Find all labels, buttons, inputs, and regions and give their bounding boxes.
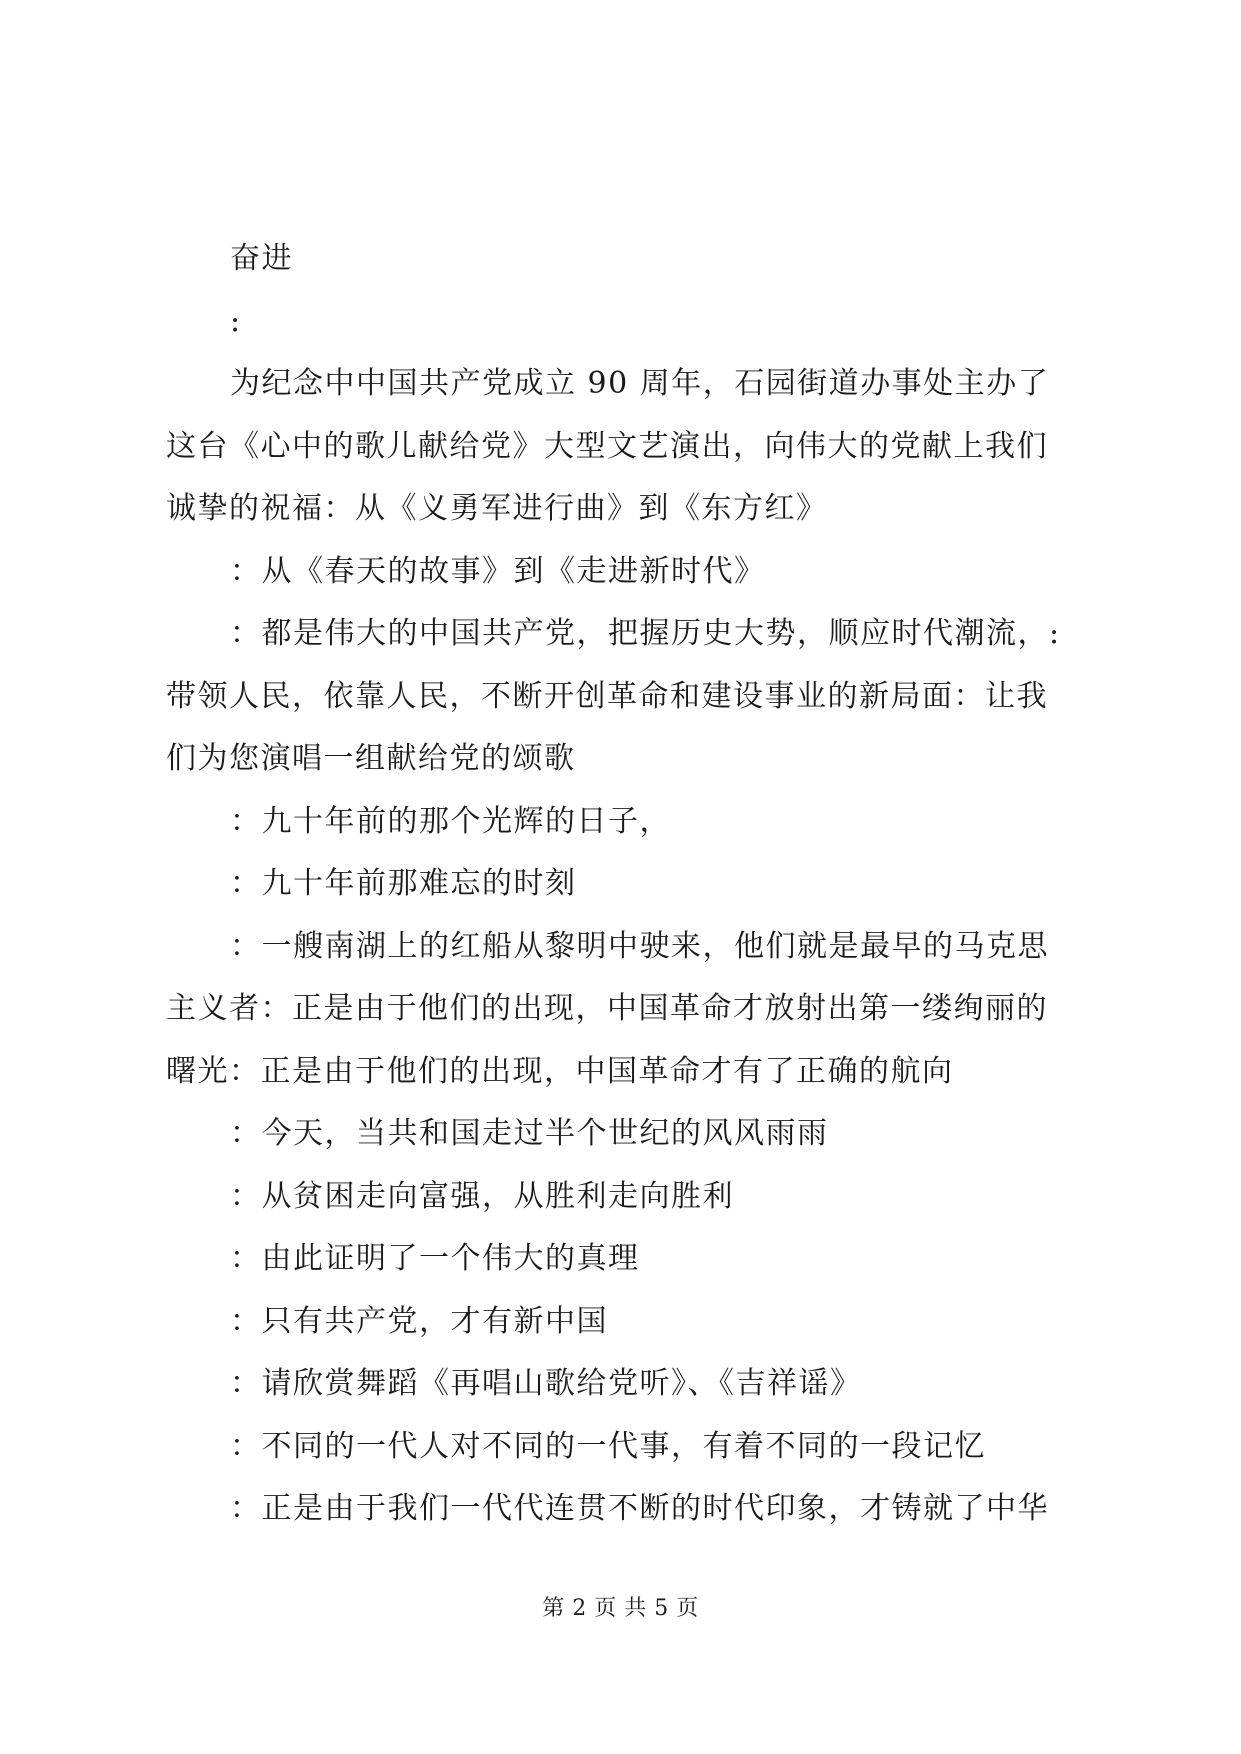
text-line: ：都是伟大的中国共产党，把握历史大势，顺应时代潮流，:	[230, 616, 1061, 651]
text-line: ：不同的一代人对不同的一代事，有着不同的一段记忆	[230, 1428, 986, 1464]
text-line: ：九十年前那难忘的时刻	[230, 866, 577, 901]
text-line: ：由此证明了一个伟大的真理	[230, 1241, 640, 1276]
text-line: 曙光：正是由于他们的出现，中国革命才有了正确的航向	[166, 1053, 954, 1089]
text-line: ：只有共产党，才有新中国	[230, 1303, 608, 1339]
text-line: ：请欣赏舞蹈《再唱山歌给党听》、《吉祥谣》	[230, 1366, 862, 1401]
text-line: 们为您演唱一组献给党的颂歌	[166, 741, 576, 776]
document-body	[166, 228, 1086, 1541]
page-footer: 第 2 页 共 5 页	[542, 1596, 699, 1621]
text-line: 这台《心中的歌儿献给党》大型文艺演出，向伟大的党献上我们	[166, 428, 1048, 464]
text-line: :	[230, 303, 242, 339]
text-line: 主义者：正是由于他们的出现，中国革命才放射出第一缕绚丽的	[166, 991, 1048, 1026]
text-line: 为纪念中中国共产党成立 90 周年，石园街道办事处主办了	[230, 366, 1050, 401]
text-line: 诚挚的祝福：从《义勇军进行曲》到《东方红》	[166, 491, 828, 526]
text-line: ：九十年前的那个光辉的日子，	[230, 803, 671, 839]
text-line: ：一艘南湖上的红船从黎明中驶来，他们就是最早的马克思	[230, 928, 1049, 964]
text-line: ：从贫困走向富强，从胜利走向胜利	[230, 1178, 734, 1214]
text-line: 带领人民，依靠人民，不断开创革命和建设事业的新局面：让我	[166, 678, 1048, 714]
text-line: ：正是由于我们一代代连贯不断的时代印象，才铸就了中华	[230, 1491, 1049, 1526]
text-line: ：今天，当共和国走过半个世纪的风风雨雨	[230, 1116, 829, 1151]
text-line: ：从《春天的故事》到《走进新时代》	[230, 553, 766, 589]
text-line: 奋进	[230, 241, 293, 276]
